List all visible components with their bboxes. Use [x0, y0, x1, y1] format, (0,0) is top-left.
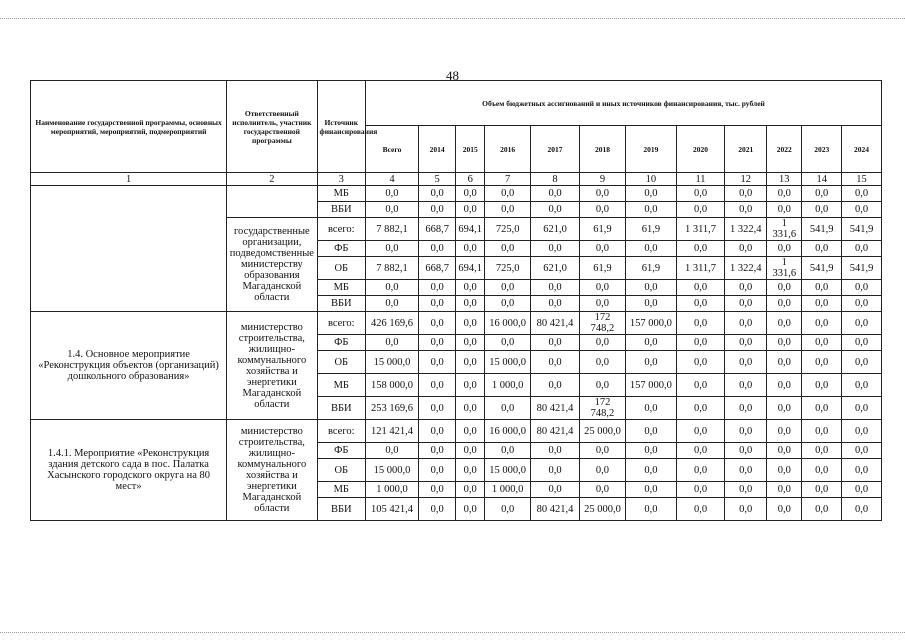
value-cell: 0,0: [802, 280, 842, 296]
value-cell: 15 000,0: [485, 351, 531, 374]
value-cell: 0,0: [485, 241, 531, 257]
value-cell: 0,0: [485, 280, 531, 296]
source-cell: МБ: [317, 186, 365, 202]
source-cell: ВБИ: [317, 296, 365, 312]
value-cell: 0,0: [579, 459, 625, 482]
header-year: 2017: [531, 126, 579, 173]
value-cell: 25 000,0: [579, 498, 625, 521]
value-cell: 0,0: [418, 498, 455, 521]
value-cell: 0,0: [842, 351, 882, 374]
source-cell: ОБ: [317, 459, 365, 482]
value-cell: 0,0: [767, 459, 802, 482]
value-cell: 0,0: [725, 374, 767, 397]
value-cell: 157 000,0: [626, 312, 677, 335]
header-year: 2014: [418, 126, 455, 173]
table-body: [31, 186, 882, 521]
value-cell: 0,0: [626, 443, 677, 459]
total-cell: 0,0: [366, 335, 419, 351]
value-cell: 1 311,7: [676, 218, 724, 241]
header-year: 2020: [676, 126, 724, 173]
value-cell: 0,0: [676, 296, 724, 312]
value-cell: 0,0: [767, 351, 802, 374]
total-cell: 0,0: [366, 202, 419, 218]
value-cell: 0,0: [767, 186, 802, 202]
value-cell: 0,0: [456, 443, 485, 459]
column-number: 12: [725, 173, 767, 186]
value-cell: 0,0: [418, 420, 455, 443]
value-cell: 0,0: [579, 335, 625, 351]
header-volume: Объем бюджетных ассигнований и иных источников финансирования, тыс. рублей: [366, 81, 882, 126]
value-cell: 80 421,4: [531, 498, 579, 521]
value-cell: 0,0: [579, 202, 625, 218]
column-number: 3: [317, 173, 365, 186]
page-number: 48: [446, 68, 459, 83]
value-cell: 0,0: [579, 296, 625, 312]
value-cell: 0,0: [767, 397, 802, 420]
value-cell: 0,0: [767, 498, 802, 521]
value-cell: 0,0: [842, 186, 882, 202]
value-cell: 0,0: [842, 374, 882, 397]
value-cell: 0,0: [485, 186, 531, 202]
table-row: [31, 186, 882, 202]
value-cell: 0,0: [767, 312, 802, 335]
value-cell: 172 748,2: [579, 312, 625, 335]
total-cell: 0,0: [366, 443, 419, 459]
value-cell: 0,0: [456, 459, 485, 482]
total-cell: 1 000,0: [366, 482, 419, 498]
value-cell: 0,0: [626, 482, 677, 498]
table-header: [31, 81, 882, 186]
value-cell: 0,0: [531, 186, 579, 202]
value-cell: 0,0: [456, 482, 485, 498]
table-row: [31, 420, 882, 443]
column-number: 13: [767, 173, 802, 186]
source-cell: ОБ: [317, 257, 365, 280]
value-cell: 0,0: [725, 397, 767, 420]
value-cell: 0,0: [802, 374, 842, 397]
value-cell: 0,0: [802, 459, 842, 482]
value-cell: 80 421,4: [531, 420, 579, 443]
total-cell: 15 000,0: [366, 459, 419, 482]
value-cell: 1 322,4: [725, 257, 767, 280]
value-cell: 61,9: [579, 257, 625, 280]
column-number: 14: [802, 173, 842, 186]
source-cell: МБ: [317, 374, 365, 397]
value-cell: 1 000,0: [485, 482, 531, 498]
value-cell: 0,0: [579, 186, 625, 202]
value-cell: 0,0: [531, 443, 579, 459]
value-cell: 0,0: [767, 335, 802, 351]
executor-cell-cont: [227, 186, 317, 218]
value-cell: 0,0: [579, 351, 625, 374]
value-cell: 0,0: [418, 374, 455, 397]
value-cell: 0,0: [456, 280, 485, 296]
value-cell: 0,0: [485, 202, 531, 218]
value-cell: 0,0: [485, 443, 531, 459]
value-cell: 0,0: [456, 241, 485, 257]
executor-cell: министерство строительства, жилищно-коммунального хозяйства и энергетики Магаданской области: [227, 312, 317, 420]
executor-cell: министерство строительства, жилищно-коммунального хозяйства и энергетики Магаданской области: [227, 420, 317, 521]
value-cell: 0,0: [842, 397, 882, 420]
value-cell: 0,0: [676, 459, 724, 482]
value-cell: 0,0: [842, 202, 882, 218]
program-name-cell: 1.4.1. Мероприятие «Реконструкция здания детского сада в пос. Палатка Хасынского городского округа на 80 мест»: [31, 420, 227, 521]
source-cell: ВБИ: [317, 498, 365, 521]
value-cell: 0,0: [802, 397, 842, 420]
value-cell: 0,0: [802, 335, 842, 351]
value-cell: 0,0: [802, 186, 842, 202]
value-cell: 0,0: [579, 280, 625, 296]
value-cell: 0,0: [676, 482, 724, 498]
value-cell: 0,0: [626, 420, 677, 443]
value-cell: 0,0: [456, 202, 485, 218]
value-cell: 0,0: [725, 443, 767, 459]
column-number: 15: [842, 173, 882, 186]
scan-edge-line: [0, 632, 905, 633]
total-cell: 105 421,4: [366, 498, 419, 521]
value-cell: 0,0: [531, 335, 579, 351]
value-cell: 0,0: [626, 296, 677, 312]
value-cell: 0,0: [456, 374, 485, 397]
value-cell: 0,0: [579, 443, 625, 459]
value-cell: 0,0: [725, 241, 767, 257]
value-cell: 0,0: [725, 459, 767, 482]
value-cell: 621,0: [531, 218, 579, 241]
value-cell: 0,0: [626, 351, 677, 374]
value-cell: 725,0: [485, 257, 531, 280]
value-cell: 0,0: [531, 280, 579, 296]
value-cell: 694,1: [456, 218, 485, 241]
header-year: 2015: [456, 126, 485, 173]
header-name: Наименование государственной программы, основных мероприятий, мероприятий, подмероприятий: [31, 81, 227, 173]
value-cell: 0,0: [842, 459, 882, 482]
column-number: 5: [418, 173, 455, 186]
header-total: Всего: [366, 126, 419, 173]
value-cell: 0,0: [485, 335, 531, 351]
value-cell: 0,0: [676, 420, 724, 443]
value-cell: 0,0: [725, 420, 767, 443]
value-cell: 668,7: [418, 218, 455, 241]
value-cell: 0,0: [842, 241, 882, 257]
value-cell: 0,0: [418, 351, 455, 374]
value-cell: 0,0: [485, 296, 531, 312]
value-cell: 0,0: [725, 351, 767, 374]
total-cell: 158 000,0: [366, 374, 419, 397]
value-cell: 0,0: [418, 280, 455, 296]
value-cell: 0,0: [802, 420, 842, 443]
value-cell: 0,0: [725, 312, 767, 335]
value-cell: 0,0: [842, 420, 882, 443]
column-number: 4: [366, 173, 419, 186]
value-cell: 541,9: [842, 218, 882, 241]
value-cell: 0,0: [842, 482, 882, 498]
value-cell: 0,0: [456, 312, 485, 335]
value-cell: 0,0: [456, 498, 485, 521]
value-cell: 0,0: [676, 186, 724, 202]
value-cell: 157 000,0: [626, 374, 677, 397]
value-cell: 0,0: [418, 482, 455, 498]
value-cell: 0,0: [531, 202, 579, 218]
value-cell: 0,0: [418, 312, 455, 335]
value-cell: 0,0: [579, 482, 625, 498]
value-cell: 0,0: [676, 443, 724, 459]
value-cell: 0,0: [626, 459, 677, 482]
value-cell: 0,0: [418, 335, 455, 351]
value-cell: 0,0: [456, 351, 485, 374]
source-cell: всего:: [317, 420, 365, 443]
value-cell: 0,0: [767, 374, 802, 397]
total-cell: 253 169,6: [366, 397, 419, 420]
source-cell: ОБ: [317, 351, 365, 374]
value-cell: 0,0: [456, 420, 485, 443]
value-cell: 0,0: [531, 374, 579, 397]
value-cell: 0,0: [842, 296, 882, 312]
value-cell: 1 322,4: [725, 218, 767, 241]
value-cell: 0,0: [725, 335, 767, 351]
value-cell: 1 000,0: [485, 374, 531, 397]
total-cell: 0,0: [366, 280, 419, 296]
value-cell: 61,9: [626, 257, 677, 280]
value-cell: 0,0: [802, 241, 842, 257]
value-cell: 0,0: [456, 335, 485, 351]
header-year: 2023: [802, 126, 842, 173]
value-cell: 16 000,0: [485, 420, 531, 443]
value-cell: 0,0: [626, 498, 677, 521]
value-cell: 0,0: [456, 186, 485, 202]
value-cell: 0,0: [676, 312, 724, 335]
value-cell: 0,0: [676, 241, 724, 257]
value-cell: 0,0: [418, 241, 455, 257]
value-cell: 0,0: [725, 482, 767, 498]
value-cell: 0,0: [626, 335, 677, 351]
total-cell: 426 169,6: [366, 312, 419, 335]
value-cell: 15 000,0: [485, 459, 531, 482]
value-cell: 1 331,6: [767, 257, 802, 280]
budget-table: [30, 80, 882, 521]
column-number: 10: [626, 173, 677, 186]
value-cell: 0,0: [531, 459, 579, 482]
source-cell: всего:: [317, 218, 365, 241]
value-cell: 0,0: [531, 241, 579, 257]
value-cell: 0,0: [579, 374, 625, 397]
value-cell: 0,0: [626, 202, 677, 218]
value-cell: 694,1: [456, 257, 485, 280]
column-number: 9: [579, 173, 625, 186]
value-cell: 0,0: [802, 351, 842, 374]
column-number: 11: [676, 173, 724, 186]
column-number: 8: [531, 173, 579, 186]
column-number: 6: [456, 173, 485, 186]
value-cell: 0,0: [676, 374, 724, 397]
source-cell: ФБ: [317, 443, 365, 459]
value-cell: 0,0: [531, 296, 579, 312]
table-row: [31, 312, 882, 335]
total-cell: 0,0: [366, 186, 419, 202]
value-cell: 0,0: [725, 296, 767, 312]
header-source: Источник финансирования: [317, 81, 365, 173]
value-cell: 0,0: [725, 280, 767, 296]
program-name-cell: 1.4. Основное мероприятие «Реконструкция объектов (организаций) дошкольного образования»: [31, 312, 227, 420]
value-cell: 0,0: [767, 296, 802, 312]
total-cell: 121 421,4: [366, 420, 419, 443]
value-cell: 1 331,6: [767, 218, 802, 241]
value-cell: 0,0: [676, 202, 724, 218]
value-cell: 0,0: [676, 335, 724, 351]
total-cell: 7 882,1: [366, 218, 419, 241]
value-cell: 0,0: [626, 241, 677, 257]
value-cell: 0,0: [485, 498, 531, 521]
value-cell: 0,0: [802, 202, 842, 218]
value-cell: 16 000,0: [485, 312, 531, 335]
source-cell: МБ: [317, 482, 365, 498]
value-cell: 0,0: [802, 296, 842, 312]
value-cell: 0,0: [802, 498, 842, 521]
value-cell: 61,9: [579, 218, 625, 241]
value-cell: 0,0: [626, 186, 677, 202]
value-cell: 0,0: [842, 443, 882, 459]
value-cell: 0,0: [418, 202, 455, 218]
value-cell: 0,0: [456, 296, 485, 312]
source-cell: ВБИ: [317, 397, 365, 420]
value-cell: 0,0: [802, 443, 842, 459]
source-cell: всего:: [317, 312, 365, 335]
value-cell: 541,9: [802, 218, 842, 241]
source-cell: ФБ: [317, 335, 365, 351]
value-cell: 0,0: [842, 312, 882, 335]
value-cell: 0,0: [418, 296, 455, 312]
value-cell: 0,0: [485, 397, 531, 420]
value-cell: 0,0: [767, 241, 802, 257]
value-cell: 541,9: [802, 257, 842, 280]
source-cell: ФБ: [317, 241, 365, 257]
value-cell: 0,0: [676, 498, 724, 521]
total-cell: 7 882,1: [366, 257, 419, 280]
column-number: 2: [227, 173, 317, 186]
value-cell: 0,0: [725, 498, 767, 521]
total-cell: 15 000,0: [366, 351, 419, 374]
column-number: 1: [31, 173, 227, 186]
value-cell: 61,9: [626, 218, 677, 241]
value-cell: 0,0: [626, 397, 677, 420]
source-cell: ВБИ: [317, 202, 365, 218]
value-cell: 0,0: [676, 280, 724, 296]
value-cell: 0,0: [531, 351, 579, 374]
source-cell: МБ: [317, 280, 365, 296]
value-cell: 80 421,4: [531, 397, 579, 420]
value-cell: 541,9: [842, 257, 882, 280]
value-cell: 0,0: [676, 351, 724, 374]
column-number: 7: [485, 173, 531, 186]
value-cell: 0,0: [802, 312, 842, 335]
value-cell: 0,0: [418, 186, 455, 202]
value-cell: 0,0: [531, 482, 579, 498]
value-cell: 0,0: [725, 186, 767, 202]
value-cell: 0,0: [842, 498, 882, 521]
value-cell: 0,0: [456, 397, 485, 420]
header-year: 2022: [767, 126, 802, 173]
header-year: 2018: [579, 126, 625, 173]
program-name-cell: [31, 186, 227, 312]
value-cell: 0,0: [767, 482, 802, 498]
executor-cell: государственные организации, подведомственные министерству образования Магаданской области: [227, 218, 317, 312]
value-cell: 668,7: [418, 257, 455, 280]
total-cell: 0,0: [366, 296, 419, 312]
total-cell: 0,0: [366, 241, 419, 257]
value-cell: 0,0: [579, 241, 625, 257]
value-cell: 0,0: [767, 443, 802, 459]
value-cell: 172 748,2: [579, 397, 625, 420]
scan-edge-line: [0, 18, 905, 19]
header-year: 2021: [725, 126, 767, 173]
value-cell: 725,0: [485, 218, 531, 241]
value-cell: 0,0: [418, 459, 455, 482]
value-cell: 0,0: [842, 335, 882, 351]
value-cell: 0,0: [767, 202, 802, 218]
value-cell: 1 311,7: [676, 257, 724, 280]
header-year: 2024: [842, 126, 882, 173]
value-cell: 80 421,4: [531, 312, 579, 335]
value-cell: 0,0: [767, 420, 802, 443]
value-cell: 25 000,0: [579, 420, 625, 443]
header-year: 2016: [485, 126, 531, 173]
value-cell: 0,0: [842, 280, 882, 296]
value-cell: 0,0: [418, 443, 455, 459]
header-year: 2019: [626, 126, 677, 173]
value-cell: 0,0: [626, 280, 677, 296]
value-cell: 0,0: [418, 397, 455, 420]
value-cell: 0,0: [676, 397, 724, 420]
header-executor: Ответственный исполнитель, участник государственной программы: [227, 81, 317, 173]
value-cell: 621,0: [531, 257, 579, 280]
value-cell: 0,0: [725, 202, 767, 218]
value-cell: 0,0: [802, 482, 842, 498]
value-cell: 0,0: [767, 280, 802, 296]
